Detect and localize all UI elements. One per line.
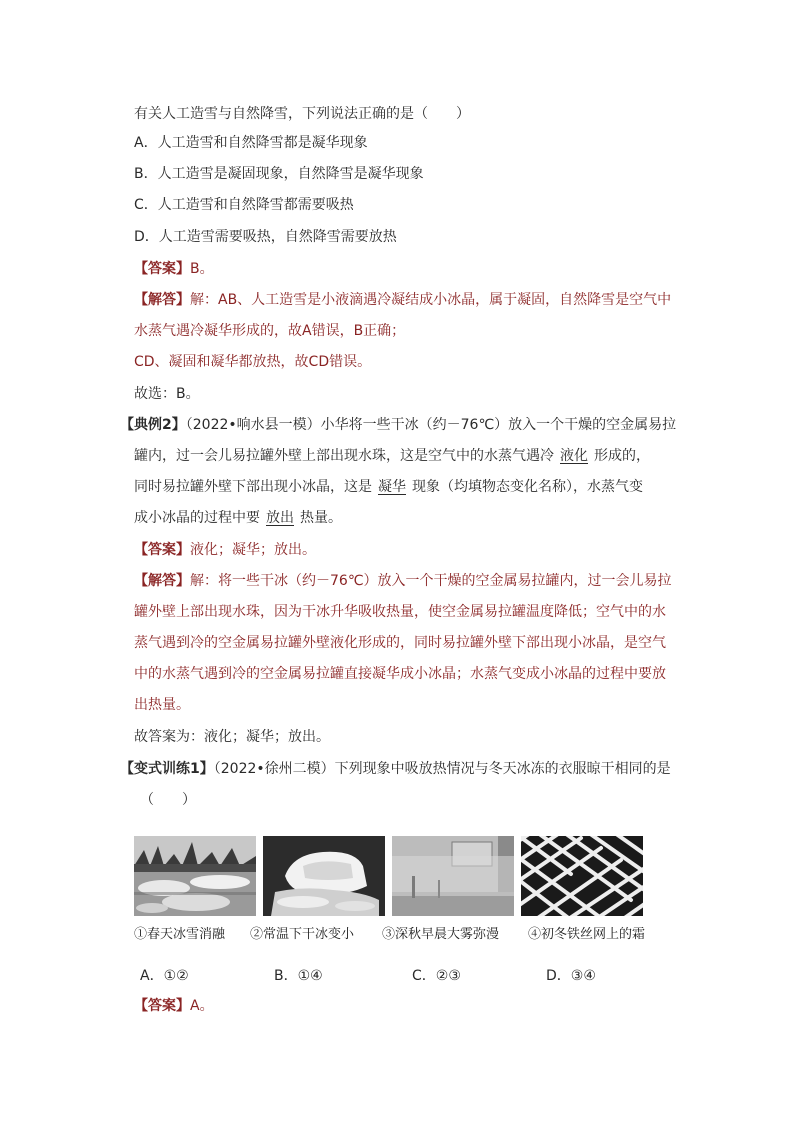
blank-2: 凝华 xyxy=(378,479,406,495)
question1-option-c: C．人工造雪和自然降雪都需要吸热 xyxy=(134,197,354,213)
photo-fog xyxy=(392,836,514,916)
example2-analysis-line-3: 蒸气遇到冷的空金属易拉罐外壁液化形成的，同时易拉罐外壁下部出现小冰晶，是空气 xyxy=(134,635,666,651)
caption-2: ②常温下干冰变小 xyxy=(250,927,355,942)
question1-option-b: B．人工造雪是凝固现象，自然降雪是凝华现象 xyxy=(134,166,424,182)
question1-option-d: D．人工造雪需要吸热，自然降雪需要放热 xyxy=(134,229,397,245)
question1-answer xyxy=(134,259,214,279)
example2-answer: 【答案】液化；凝华；放出。 xyxy=(134,542,316,558)
phenomena-photo-strip xyxy=(130,830,674,950)
practice1-label: 【变式训练1】 xyxy=(120,761,214,777)
example2-analysis-line-5: 出热量。 xyxy=(134,697,190,713)
practice1-options xyxy=(0,966,794,988)
photo-melting-snow xyxy=(134,836,256,916)
caption-4: ④初冬铁丝网上的霜 xyxy=(528,927,646,942)
question1-analysis-line-1: 【解答】解：AB、人工造雪是小液滴遇冷凝结成小冰晶，属于凝固，自然降雪是空气中 xyxy=(134,292,672,308)
question1-conclusion: 故选：B。 xyxy=(134,386,200,402)
blank-3: 放出 xyxy=(266,510,294,526)
example2-line-1: 【典例2】（2022•响水县一模）小华将一些干冰（约－76℃）放入一个干燥的空金属易拉 xyxy=(120,417,677,433)
example2-line-3: 同时易拉罐外壁下部出现小冰晶，这是 凝华 现象（均填物态变化名称），水蒸气变 xyxy=(134,479,643,495)
answer-label: 【答案】 xyxy=(134,261,190,277)
analysis-label: 【解答】 xyxy=(134,292,190,308)
caption-3: ③深秋早晨大雾弥漫 xyxy=(382,927,500,942)
question1-analysis-line-2: 水蒸气遇冷凝华形成的，故A错误，B正确； xyxy=(134,323,406,339)
question1-stem: 有关人工造雪与自然降雪，下列说法正确的是（ ） xyxy=(134,106,470,122)
answer-text: B。 xyxy=(190,261,214,277)
practice1-option-d: D．③④ xyxy=(546,968,596,984)
example2-analysis-line-2: 罐外壁上部出现水珠，因为干冰升华吸收热量，使空金属易拉罐温度降低；空气中的水 xyxy=(134,604,666,620)
example2-label: 【典例2】 xyxy=(120,417,186,433)
example2-line-4: 成小冰晶的过程中要 放出 热量。 xyxy=(134,510,342,526)
practice1-option-a: A．①② xyxy=(140,968,189,984)
example2-analysis-line-1: 【解答】解：将一些干冰（约－76℃）放入一个干燥的空金属易拉罐内，过一会儿易拉 xyxy=(134,573,672,589)
practice1-line-2: （ ） xyxy=(140,792,196,808)
example2-line-2: 罐内，过一会儿易拉罐外壁上部出现水珠，这是空气中的水蒸气遇冷 液化 形成的， xyxy=(134,448,650,464)
practice1-line-1: 【变式训练1】（2022•徐州二模）下列现象中吸放热情况与冬天冰冻的衣服晾干相同的是 xyxy=(120,761,671,777)
caption-1: ①春天冰雪消融 xyxy=(134,927,226,942)
photo-frost-wire-mesh xyxy=(521,836,643,916)
photo-dry-ice xyxy=(263,836,385,916)
question1-option-a: A．人工造雪和自然降雪都是凝华现象 xyxy=(134,135,368,151)
practice1-answer: 【答案】A。 xyxy=(134,998,214,1014)
practice1-option-b: B．①④ xyxy=(274,968,323,984)
example2-analysis-line-4: 中的水蒸气遇到冷的空金属易拉罐直接凝华成小冰晶；水蒸气变成小冰晶的过程中要放 xyxy=(134,666,666,682)
question1-analysis-line-3: CD、凝固和凝华都放热，故CD错误。 xyxy=(134,354,372,370)
blank-1: 液化 xyxy=(560,448,588,464)
example2-conclusion: 故答案为：液化；凝华；放出。 xyxy=(134,729,330,745)
practice1-option-c: C．②③ xyxy=(412,968,461,984)
